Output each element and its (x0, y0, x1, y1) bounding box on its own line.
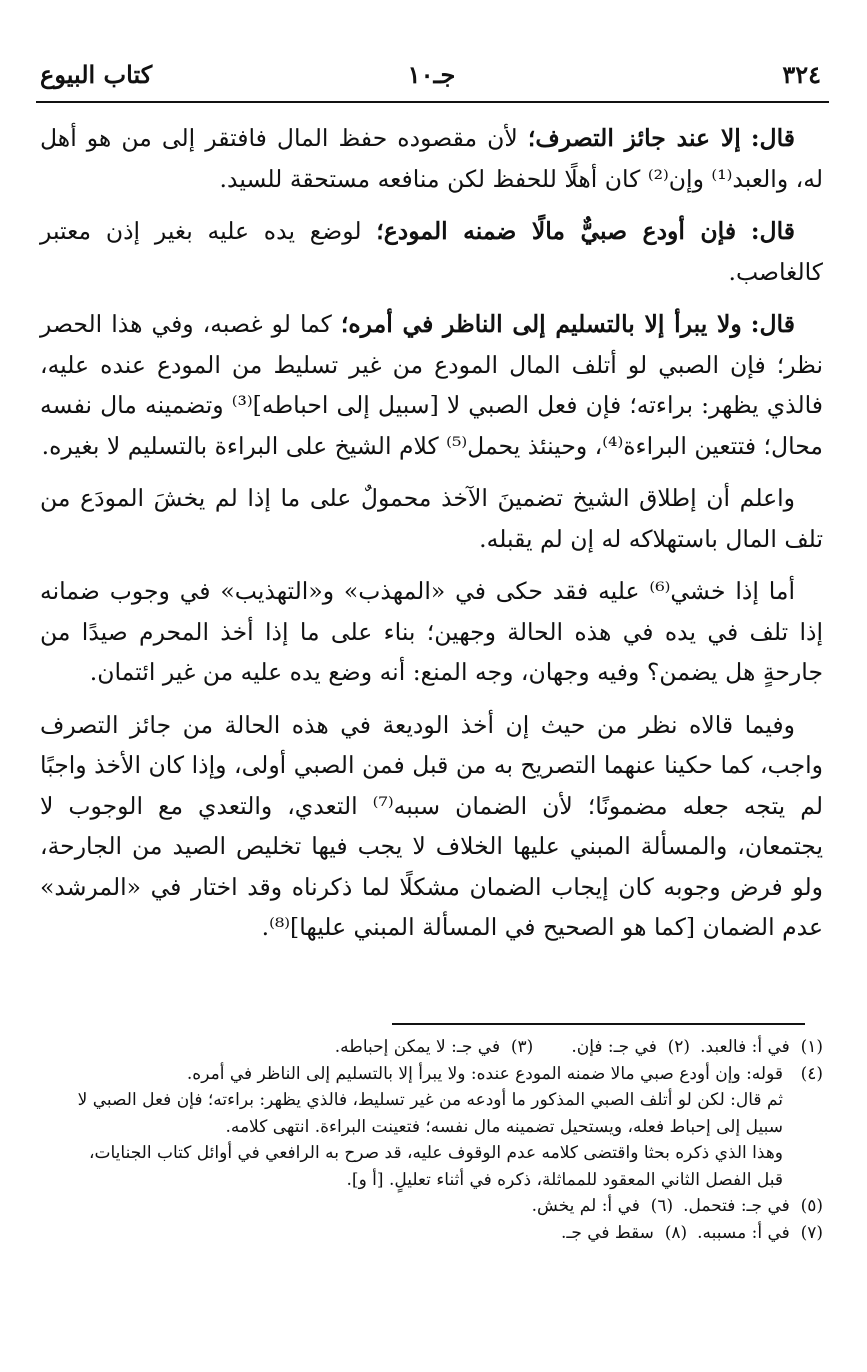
footnote-2 (571, 1034, 690, 1061)
paragraph-text: كما لو غصبه، وفي هذا الحصر نظر؛ فإن الصبي لو أتلف المال المودع من غير تسليط من المودع عنده عليه، فالذي يظهر: براءته؛ فإن فعل الصبي لا [سبيل إلى احباطه]⁽³⁾ وتضمينه مال نفسه محال؛ فتتعين البراءة⁽⁴⁾، وحينئذ يحمل⁽⁵⁾ كلام الشيخ على البراءة بالتسليم لا بغيره. (40, 310, 824, 460)
footnote-row (60, 1220, 823, 1247)
paragraph-text: واعلم أن إطلاق الشيخ تضمينَ الآخذ محمولٌ على ما إذا لم يخشَ المودَع من تلف المال باستهلاكه له إن لم يقبله. (40, 484, 823, 553)
footnote-divider (392, 1023, 805, 1025)
footnote-text: في أ: مسببه. (697, 1222, 790, 1243)
footnote-number: (٣) (510, 1037, 534, 1057)
footnote-number: (٤) (800, 1063, 823, 1084)
footnote-number: (٦) (650, 1196, 674, 1216)
paragraph-text: لأن مقصوده حفظ المال فافتقر إلى من هو أهل له، والعبد⁽¹⁾ وإن⁽²⁾ كان أهلًا للحفظ لكن منافعه مستحقة للسيد. (40, 124, 823, 193)
paragraph-lead: إلا عند جائز التصرف؛ (527, 124, 741, 152)
footnote-text: سقط في جـ. (560, 1222, 654, 1243)
footnotes (60, 1034, 823, 1246)
paragraph-text: أما إذا خشي⁽⁶⁾ عليه فقد حكى في «المهذب» و«التهذيب» في وجوب ضمانه إذا تلف في يده في هذه الحالة وجهين؛ بناء على ما إذا أخذ المحرم صيدًا من جارحةٍ هل يضمن؟ وفيه وجهان، وجه المنع: أنه وضع يده عليه من غير ائتمان. (40, 577, 823, 686)
paragraph-label: قال: (750, 217, 795, 245)
footnote-6 (532, 1193, 673, 1220)
footnote-3 (335, 1034, 534, 1061)
paragraph (40, 304, 823, 466)
footnote-row (60, 1193, 823, 1220)
paragraph (40, 571, 823, 693)
paragraph-text: لوضع يده عليه بغير إذن معتبر كالغاصب. (40, 217, 823, 286)
paragraph (40, 478, 823, 559)
footnote-row (60, 1034, 823, 1061)
page-number: ٣٢٤ (782, 60, 821, 89)
paragraph-text: وفيما قالاه نظر من حيث إن أخذ الوديعة في هذه الحالة من جائز التصرف واجب، كما حكينا عنهما التصريح به من قبل فمن الصبي أولى، وإذا كان الأخذ واجبًا لم يتجه جعله مضمونًا؛ لأن الضمان سببه⁽⁷⁾ التعدي، والتعدي مع الوجوب لا يجتمعان، والمسألة المبني عليها الخلاف لا يجب فيها تخليص الصيد من الجارحة، ولو فرض وجوبه كان إيجاب الضمان مشكلًا لما ذكرناه وقد اختار في «المرشد» عدم الضمان [كما هو الصحيح في المسألة المبني عليها]⁽⁸⁾. (40, 710, 823, 941)
footnote-text: في أ: لم يخش. (531, 1196, 640, 1216)
book-title: كتاب البيوع (40, 60, 153, 89)
paragraph-lead: ولا يبرأ إلا بالتسليم إلى الناظر في أمره؛ (340, 310, 742, 338)
paragraph-label: قال: (750, 124, 795, 152)
running-header (36, 52, 827, 98)
paragraph-label: قال: (750, 310, 795, 338)
footnote-text: في أ: فالعبد. (700, 1037, 790, 1057)
footnote-text: قوله: وإن أودع صبي مالا ضمنه المودع عنده: ولا يبرأ إلا بالتسليم إلى الناظر في أمره. (186, 1063, 783, 1084)
footnote-number: (١) (800, 1037, 823, 1057)
paragraph-lead: فإن أودع صبيٌّ مالًا ضمنه المودع؛ (376, 217, 737, 245)
footnote-1 (700, 1034, 823, 1061)
footnote-7 (697, 1220, 823, 1247)
footnote-text: في جـ: فإن. (571, 1037, 657, 1057)
footnote-4-continuation: ثم قال: لكن لو أتلف الصبي المذكور ما أودعه من غير تسليط، فالذي يظهر: براءته؛ فإن فعل الصبي لا سبيل إلى إحباط فعله، ويستحيل تضمينه مال نفسه؛ فتعينت البراءة. انتهى كلامه. (77, 1090, 783, 1137)
footnote-number: (٢) (667, 1037, 691, 1057)
footnote-text: في جـ: لا يمكن إحباطه. (334, 1037, 501, 1057)
paragraph (40, 118, 823, 199)
footnote-number: (٨) (664, 1222, 688, 1243)
footnote-8 (561, 1220, 687, 1247)
footnote-5 (683, 1193, 823, 1220)
footnote-4 (60, 1061, 823, 1088)
footnote-4-continuation: وهذا الذي ذكره بحثا واقتضى كلامه عدم الوقوف عليه، قد صرح به الرافعي في أوائل كتاب الجنايات، قبل الفصل الثاني المعقود للمماثلة، ذكره في أثناء تعليلٍ. [أ و]. (89, 1143, 783, 1190)
volume-label: جـ١٠ (407, 60, 456, 89)
main-text (40, 118, 823, 960)
footnote-number: (٧) (800, 1222, 823, 1243)
header-divider (36, 101, 829, 103)
footnote-number: (٥) (800, 1196, 823, 1216)
footnote-text: في جـ: فتحمل. (683, 1196, 790, 1216)
paragraph (40, 211, 823, 292)
paragraph (40, 705, 823, 948)
